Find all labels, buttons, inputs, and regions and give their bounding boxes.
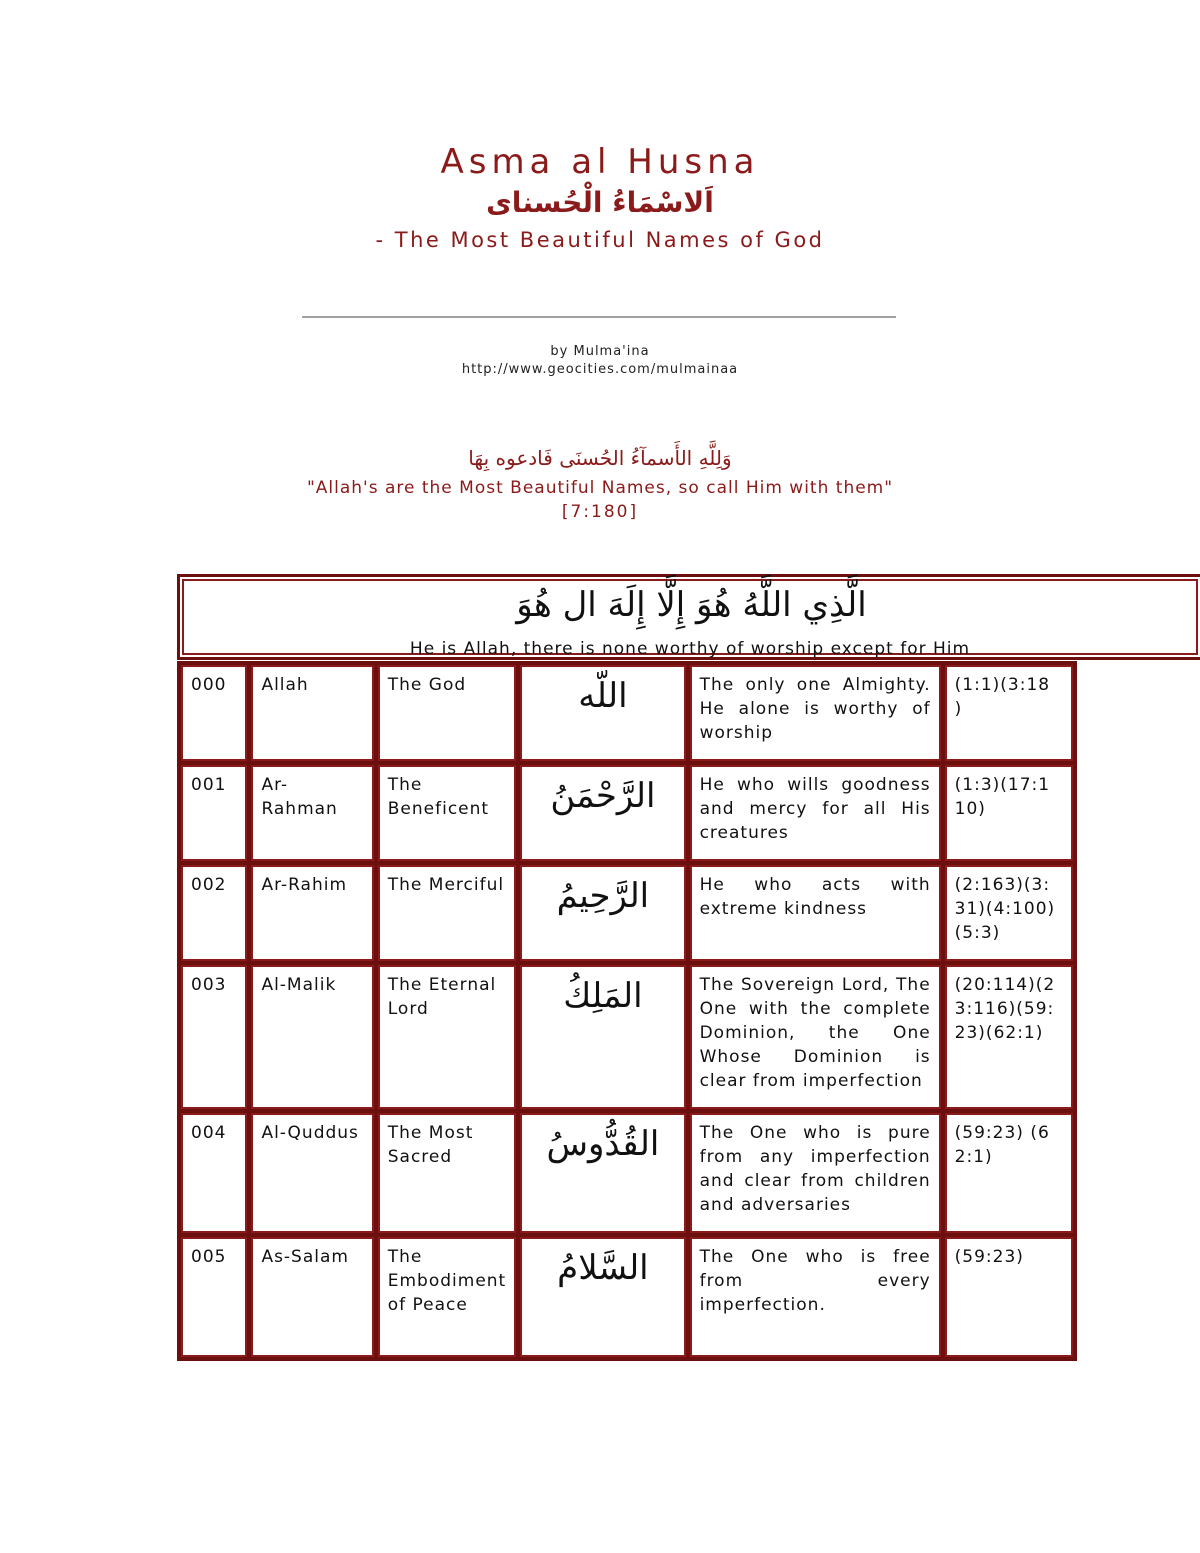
name-arabic: السَّلامُ <box>520 1237 685 1357</box>
name-description: He who wills goodness and mercy for all His creatures <box>690 765 941 861</box>
table-row <box>181 1113 1073 1233</box>
name-description: The One who is pure from any imperfection and clear from children and adversaries <box>690 1113 941 1233</box>
shahada-english: He is Allah, there is none worthy of worship except for Him <box>409 639 971 659</box>
table-row <box>181 865 1073 961</box>
name-arabic: اللّه <box>520 665 685 761</box>
verse-arabic: وَلِلَّهِ الأَسمآءُ الحُسنَى فَادعوه بِهَا <box>468 446 732 470</box>
table-row <box>181 965 1073 1109</box>
name-meaning: The God <box>378 665 516 761</box>
name-reference: (59:23) <box>945 1237 1073 1357</box>
verse-reference: [7:180] <box>561 502 639 522</box>
name-transliteration: As-Salam <box>251 1237 373 1357</box>
table-row <box>181 665 1073 761</box>
name-arabic: المَلِكُ <box>520 965 685 1109</box>
name-arabic: القُدُّوسُ <box>520 1113 685 1233</box>
author-url[interactable]: http://www.geocities.com/mulmainaa <box>461 362 739 377</box>
name-transliteration: Al-Quddus <box>251 1113 373 1233</box>
author-byline: by Mulma'ina <box>550 344 650 359</box>
name-meaning: The Most Sacred <box>378 1113 516 1233</box>
name-meaning: The Eternal Lord <box>378 965 516 1109</box>
verse-english: "Allah's are the Most Beautiful Names, so call Him with them" <box>306 478 894 498</box>
name-reference: (2:163)(3: 31)(4:100) (5:3) <box>945 865 1073 961</box>
shahada-arabic: الَّذِي اللَّهُ هُوَ إِلَّا إِلَهَ ال هُوَ <box>516 585 867 625</box>
page-subtitle: - The Most Beautiful Names of God <box>375 228 825 252</box>
name-transliteration: Allah <box>251 665 373 761</box>
divider <box>302 316 896 318</box>
name-number: 001 <box>181 765 247 861</box>
name-reference: (20:114)(2 3:116)(59: 23)(62:1) <box>945 965 1073 1109</box>
name-number: 004 <box>181 1113 247 1233</box>
name-meaning: The Merciful <box>378 865 516 961</box>
name-transliteration: Ar-Rahman <box>251 765 373 861</box>
name-description: The One who is free from every imperfection. <box>690 1237 941 1357</box>
page-title: Asma al Husna <box>440 142 760 182</box>
name-reference: (59:23) (62:1) <box>945 1113 1073 1233</box>
table-row <box>181 1237 1073 1357</box>
shahada-box <box>177 574 1200 660</box>
name-description: The Sovereign Lord, The One with the complete Dominion, the One Whose Dominion is clear from imperfection <box>690 965 941 1109</box>
name-description: The only one Almighty. He alone is worthy of worship <box>690 665 941 761</box>
name-meaning: The Embodiment of Peace <box>378 1237 516 1357</box>
page-title-arabic: اَلاسْمَاءُ الْحُسناى <box>486 186 714 219</box>
name-transliteration: Al-Malik <box>251 965 373 1109</box>
table-row <box>181 765 1073 861</box>
name-arabic: الرَّحِيمُ <box>520 865 685 961</box>
name-number: 002 <box>181 865 247 961</box>
name-number: 003 <box>181 965 247 1109</box>
name-arabic: الرَّحْمَنُ <box>520 765 685 861</box>
names-table <box>177 661 1077 1361</box>
name-description: He who acts with extreme kindness <box>690 865 941 961</box>
name-reference: (1:1)(3:18 ) <box>945 665 1073 761</box>
name-transliteration: Ar-Rahim <box>251 865 373 961</box>
name-number: 000 <box>181 665 247 761</box>
name-number: 005 <box>181 1237 247 1357</box>
name-reference: (1:3)(17:1 10) <box>945 765 1073 861</box>
name-meaning: The Beneficent <box>378 765 516 861</box>
